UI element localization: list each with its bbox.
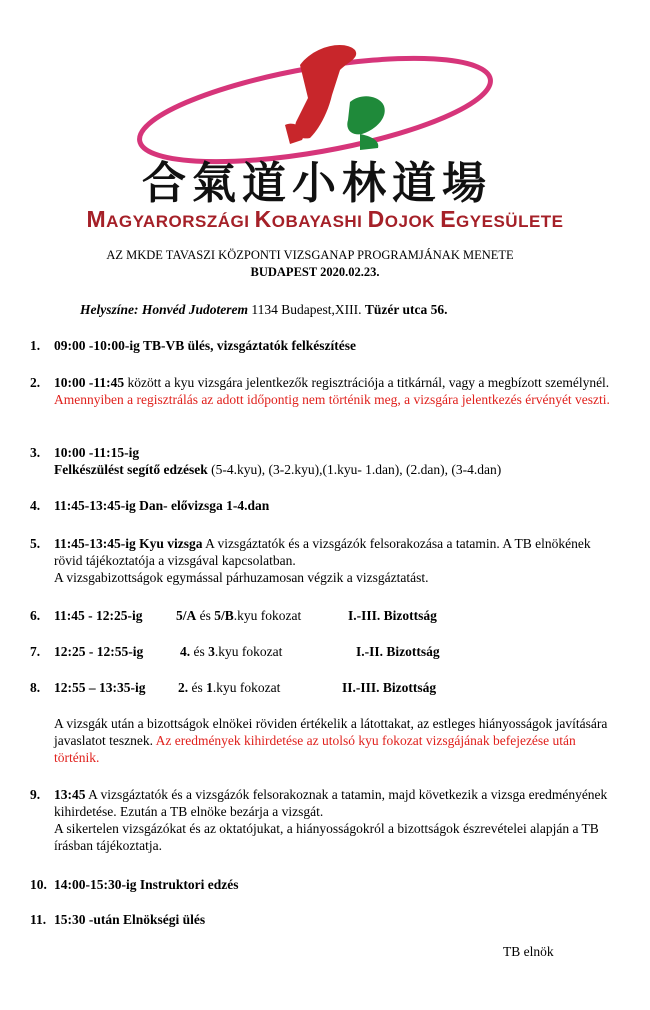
club-logo — [70, 40, 580, 230]
signature: TB elnök — [503, 944, 554, 959]
organization-name: MAGYARORSZÁGI KOBAYASHI DOJOK EGYESÜLETE — [86, 206, 564, 232]
logo-figure-red — [295, 45, 356, 138]
logo-figure-green — [347, 96, 384, 134]
venue-line: Helyszíne: Honvéd Judoterem 1134 Budapest,XIII. Tüzér utca 56. — [80, 302, 448, 317]
results-warning: Az eredmények kihirdetése az utolsó kyu fokozat vizsgájának befejezése után történik. — [54, 733, 576, 765]
document-date: BUDAPEST 2020.02.23. — [250, 265, 380, 279]
evaluation-note: A vizsgák után a bizottságok elnökei röviden értékelik a látottakat, az estleges hiányosságok javítására javaslatot tesznek. Az eredmények kihirdetése az utolsó kyu fokozat vizsgájának befejezése után történik. — [54, 716, 608, 765]
registration-warning: Amennyiben a regisztrálás az adott időpontig nem történik meg, a vizsgára jelentkezés érvényét veszti. — [54, 392, 610, 407]
logo-kanji: 合氣道小林道場 — [142, 158, 492, 209]
document-title: AZ MKDE TAVASZI KÖZPONTI VIZSGANAP PROGRAMJÁNAK MENETE — [106, 248, 514, 262]
logo-emblem — [70, 40, 580, 170]
